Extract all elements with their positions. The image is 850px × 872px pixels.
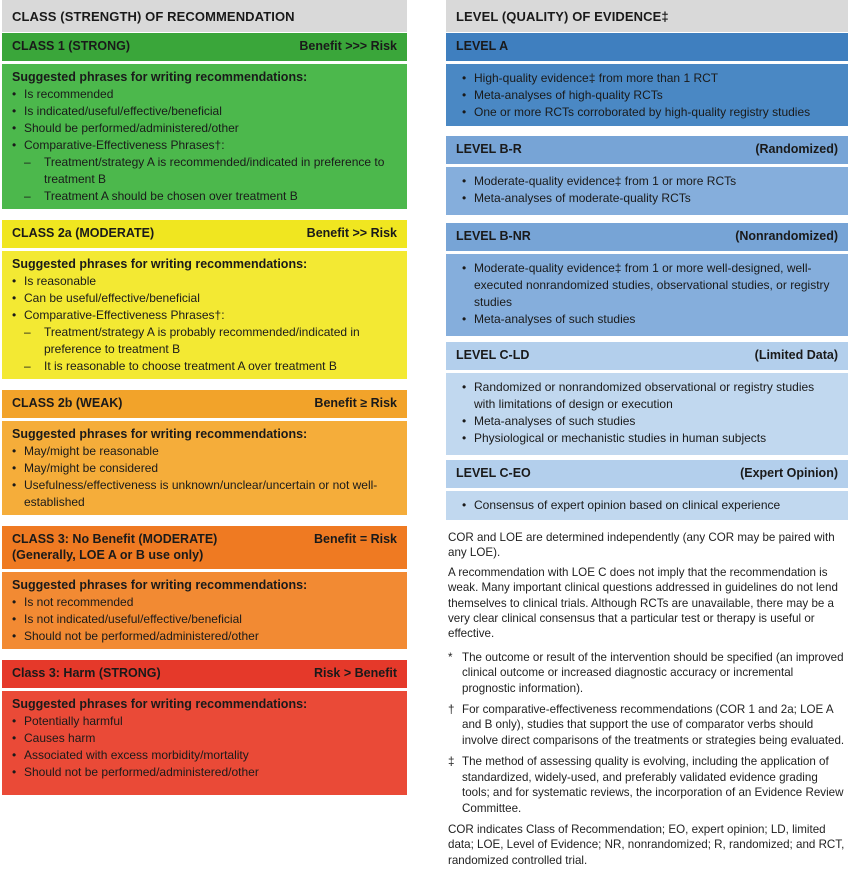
phrase-list bbox=[12, 273, 397, 375]
evidence-list bbox=[456, 260, 838, 328]
class-column-header: CLASS (STRENGTH) OF RECOMMENDATION bbox=[2, 0, 407, 32]
level-b-r-body bbox=[446, 167, 848, 215]
class-2b-panel bbox=[2, 390, 407, 515]
notes-section bbox=[446, 530, 848, 872]
phrases-heading: Suggested phrases for writing recommendations: bbox=[12, 70, 308, 84]
evidence-item: • One or more RCTs corroborated by high-quality registry studies bbox=[462, 104, 838, 121]
class-title: CLASS 1 (STRONG) bbox=[12, 39, 131, 53]
footnote-symbol: † bbox=[448, 703, 455, 717]
class-title: CLASS 3: No Benefit (MODERATE) bbox=[12, 532, 218, 546]
level-c-eo-body bbox=[446, 491, 848, 520]
evidence-item: • Moderate-quality evidence‡ from 1 or more well-designed, well-executed nonrandomized studies, observational studies, or registry studies bbox=[462, 260, 838, 311]
phrase-item: • Potentially harmful bbox=[12, 713, 397, 730]
footnote-asterisk bbox=[448, 650, 848, 696]
level-title: LEVEL C-LD bbox=[456, 348, 530, 362]
evidence-item: • Meta-analyses of high-quality RCTs bbox=[462, 87, 838, 104]
evidence-item: • Randomized or nonrandomized observational or registry studies with limitations of design or execution bbox=[462, 379, 838, 413]
evidence-item: • High-quality evidence‡ from more than 1 RCT bbox=[462, 70, 838, 87]
level-c-ld-header bbox=[446, 342, 848, 370]
level-of-evidence-column bbox=[446, 0, 848, 867]
phrase-item: • Causes harm bbox=[12, 730, 397, 747]
class-3-harm-body bbox=[2, 691, 407, 795]
phrase-list bbox=[12, 594, 397, 645]
footnote-double-dagger bbox=[448, 754, 848, 816]
footnote-text: The outcome or result of the intervention should be specified (an improved clinical outcome or increased diagnostic accuracy or incremental prognostic information). bbox=[462, 650, 844, 695]
class-2a-body bbox=[2, 251, 407, 379]
evidence-list bbox=[456, 497, 838, 514]
phrase-item: • Is not indicated/useful/effective/beneficial bbox=[12, 611, 397, 628]
level-c-eo-panel bbox=[446, 460, 848, 520]
level-column-header: LEVEL (QUALITY) OF EVIDENCE‡ bbox=[446, 0, 848, 32]
class-title: CLASS 2a (MODERATE) bbox=[12, 226, 155, 240]
phrase-item: • May/might be reasonable bbox=[12, 443, 397, 460]
footnote-text: The method of assessing quality is evolving, including the application of standardized, widely-used, and preferably validated evidence grading tools; and for systematic reviews, the incorporation of an Evidence Review Committee. bbox=[462, 755, 844, 815]
class-3-harm-panel bbox=[2, 660, 407, 795]
footnote-symbol: * bbox=[448, 650, 453, 664]
benefit-risk-relation: Benefit = Risk bbox=[313, 532, 397, 546]
level-a-body bbox=[446, 64, 848, 126]
note-loe-c: A recommendation with LOE C does not imply that the recommendation is weak. Many important clinical questions addressed in guidelines do not lend themselves to clinical trials. Although RCTs are unavailable, there may be a very clear clinical consensus that a particular test or therapy is useful or effective. bbox=[448, 565, 838, 641]
phrase-item: • Comparative-Effectiveness Phrases†: bbox=[12, 137, 397, 154]
class-of-recommendation-column bbox=[2, 0, 407, 779]
evidence-item: • Physiological or mechanistic studies in human subjects bbox=[462, 430, 838, 447]
phrase-subitem: – Treatment/strategy A is probably recommended/indicated in preference to treatment B bbox=[12, 324, 397, 358]
level-title: LEVEL B-NR bbox=[456, 229, 531, 243]
benefit-risk-relation: Risk > Benefit bbox=[313, 666, 397, 680]
abbreviations-note: COR indicates Class of Recommendation; EO, expert opinion; LD, limited data; LOE, Level of Evidence; NR, nonrandomized; R, randomized; and RCT, randomized controlled trial. bbox=[448, 822, 845, 867]
class-2a-panel bbox=[2, 220, 407, 379]
evidence-item: • Moderate-quality evidence‡ from 1 or more RCTs bbox=[462, 173, 838, 190]
level-a-panel bbox=[446, 33, 848, 126]
phrase-item: • Is recommended bbox=[12, 86, 397, 103]
class-subtitle: (Generally, LOE A or B use only) bbox=[12, 548, 204, 562]
level-c-eo-header bbox=[446, 460, 848, 488]
note-independence: COR and LOE are determined independently (any COR may be paired with any LOE). bbox=[448, 531, 835, 560]
phrase-item: • Can be useful/effective/beneficial bbox=[12, 290, 397, 307]
phrases-heading: Suggested phrases for writing recommendations: bbox=[12, 578, 308, 592]
level-qualifier: (Limited Data) bbox=[754, 348, 838, 362]
level-b-nr-body bbox=[446, 254, 848, 336]
phrase-item: • Should not be performed/administered/other bbox=[12, 628, 397, 645]
phrase-item: • Associated with excess morbidity/mortality bbox=[12, 747, 397, 764]
level-b-nr-panel bbox=[446, 223, 848, 336]
class-title: CLASS 2b (WEAK) bbox=[12, 396, 123, 410]
phrase-list bbox=[12, 713, 397, 781]
phrase-list bbox=[12, 86, 397, 205]
benefit-risk-relation: Benefit ≥ Risk bbox=[314, 396, 397, 410]
footnote-dagger bbox=[448, 702, 848, 748]
class-2b-header bbox=[2, 390, 407, 418]
level-b-r-panel bbox=[446, 136, 848, 215]
level-c-ld-panel bbox=[446, 342, 848, 455]
phrase-item: • Is not recommended bbox=[12, 594, 397, 611]
class-1-panel bbox=[2, 33, 407, 209]
footnote-symbol: ‡ bbox=[448, 755, 455, 769]
phrase-item: • Is indicated/useful/effective/beneficial bbox=[12, 103, 397, 120]
level-b-nr-header bbox=[446, 223, 848, 251]
level-title: LEVEL A bbox=[456, 39, 509, 53]
benefit-risk-relation: Benefit >>> Risk bbox=[299, 39, 397, 53]
level-b-r-header bbox=[446, 136, 848, 164]
class-3-no-benefit-body bbox=[2, 572, 407, 649]
phrase-subitem: – Treatment/strategy A is recommended/indicated in preference to treatment B bbox=[12, 154, 397, 188]
phrase-subitem: – It is reasonable to choose treatment A over treatment B bbox=[12, 358, 397, 375]
footnote-text: For comparative-effectiveness recommendations (COR 1 and 2a; LOE A and B only), studies that support the use of comparator verbs should involve direct comparisons of the treatments or strategies being evaluated. bbox=[462, 703, 845, 747]
phrase-list bbox=[12, 443, 397, 511]
evidence-item: • Meta-analyses of such studies bbox=[462, 311, 838, 328]
phrase-item: • May/might be considered bbox=[12, 460, 397, 477]
level-qualifier: (Nonrandomized) bbox=[735, 229, 838, 243]
level-qualifier: (Randomized) bbox=[755, 142, 838, 156]
phrases-heading: Suggested phrases for writing recommendations: bbox=[12, 427, 308, 441]
level-title: LEVEL B-R bbox=[456, 142, 522, 156]
evidence-item: • Consensus of expert opinion based on clinical experience bbox=[462, 497, 838, 514]
phrase-item: • Is reasonable bbox=[12, 273, 397, 290]
class-title: Class 3: Harm (STRONG) bbox=[12, 666, 161, 680]
level-title: LEVEL C-EO bbox=[456, 466, 531, 480]
level-c-ld-body bbox=[446, 373, 848, 455]
phrase-item: • Comparative-Effectiveness Phrases†: bbox=[12, 307, 397, 324]
benefit-risk-relation: Benefit >> Risk bbox=[306, 226, 397, 240]
level-a-header bbox=[446, 33, 848, 61]
phrases-heading: Suggested phrases for writing recommendations: bbox=[12, 257, 308, 271]
evidence-item: • Meta-analyses of such studies bbox=[462, 413, 838, 430]
class-1-body bbox=[2, 64, 407, 209]
phrase-subitem: – Treatment A should be chosen over treatment B bbox=[12, 188, 397, 205]
evidence-list bbox=[456, 173, 838, 207]
evidence-list bbox=[456, 379, 838, 447]
phrase-item: • Should not be performed/administered/other bbox=[12, 764, 397, 781]
evidence-list bbox=[456, 70, 838, 121]
phrases-heading: Suggested phrases for writing recommendations: bbox=[12, 697, 308, 711]
level-qualifier: (Expert Opinion) bbox=[740, 466, 838, 480]
class-3-no-benefit-header bbox=[2, 526, 407, 569]
class-3-harm-header bbox=[2, 660, 407, 688]
class-2b-body bbox=[2, 421, 407, 515]
phrase-item: • Usefulness/effectiveness is unknown/unclear/uncertain or not well-established bbox=[12, 477, 397, 511]
class-2a-header bbox=[2, 220, 407, 248]
class-3-no-benefit-panel bbox=[2, 526, 407, 649]
class-1-header bbox=[2, 33, 407, 61]
evidence-item: • Meta-analyses of moderate-quality RCTs bbox=[462, 190, 838, 207]
phrase-item: • Should be performed/administered/other bbox=[12, 120, 397, 137]
